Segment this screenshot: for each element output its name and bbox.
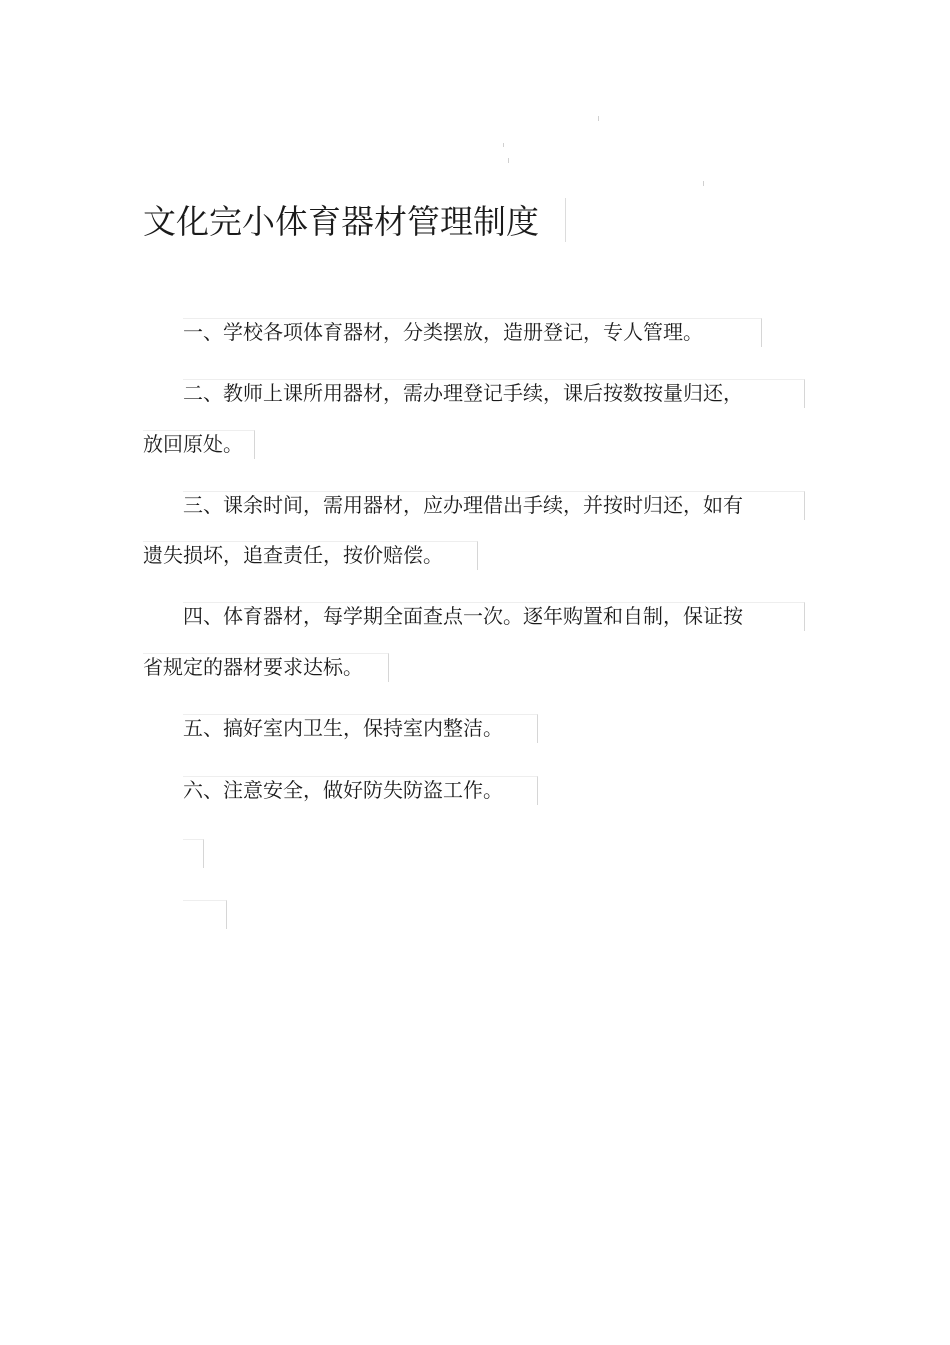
rule-4-line-2: 省规定的器材要求达标。	[143, 655, 363, 679]
rule-5-line: 五、搞好室内卫生，保持室内整洁。	[183, 716, 503, 740]
title-divider	[565, 198, 566, 242]
empty-line-box	[183, 900, 227, 929]
rule-1-line: 一、学校各项体育器材，分类摆放，造册登记，专人管理。	[183, 320, 703, 344]
document-title: 文化完小体育器材管理制度	[143, 202, 539, 241]
empty-line-box	[183, 839, 204, 868]
scan-speck	[703, 181, 704, 186]
rule-6-line: 六、注意安全，做好防失防盗工作。	[183, 778, 503, 802]
rule-3-line-2: 遗失损坏，追查责任，按价赔偿。	[143, 543, 443, 567]
rule-2-line-2: 放回原处。	[143, 432, 243, 456]
scan-speck	[598, 116, 599, 121]
rule-2-line-1: 二、教师上课所用器材，需办理登记手续，课后按数按量归还，	[183, 381, 743, 405]
rule-3-line-1: 三、课余时间，需用器材，应办理借出手续，并按时归还，如有	[183, 493, 743, 517]
scan-speck	[503, 143, 504, 147]
rule-4-line-1: 四、体育器材，每学期全面查点一次。逐年购置和自制，保证按	[183, 604, 743, 628]
scan-speck	[508, 158, 509, 163]
